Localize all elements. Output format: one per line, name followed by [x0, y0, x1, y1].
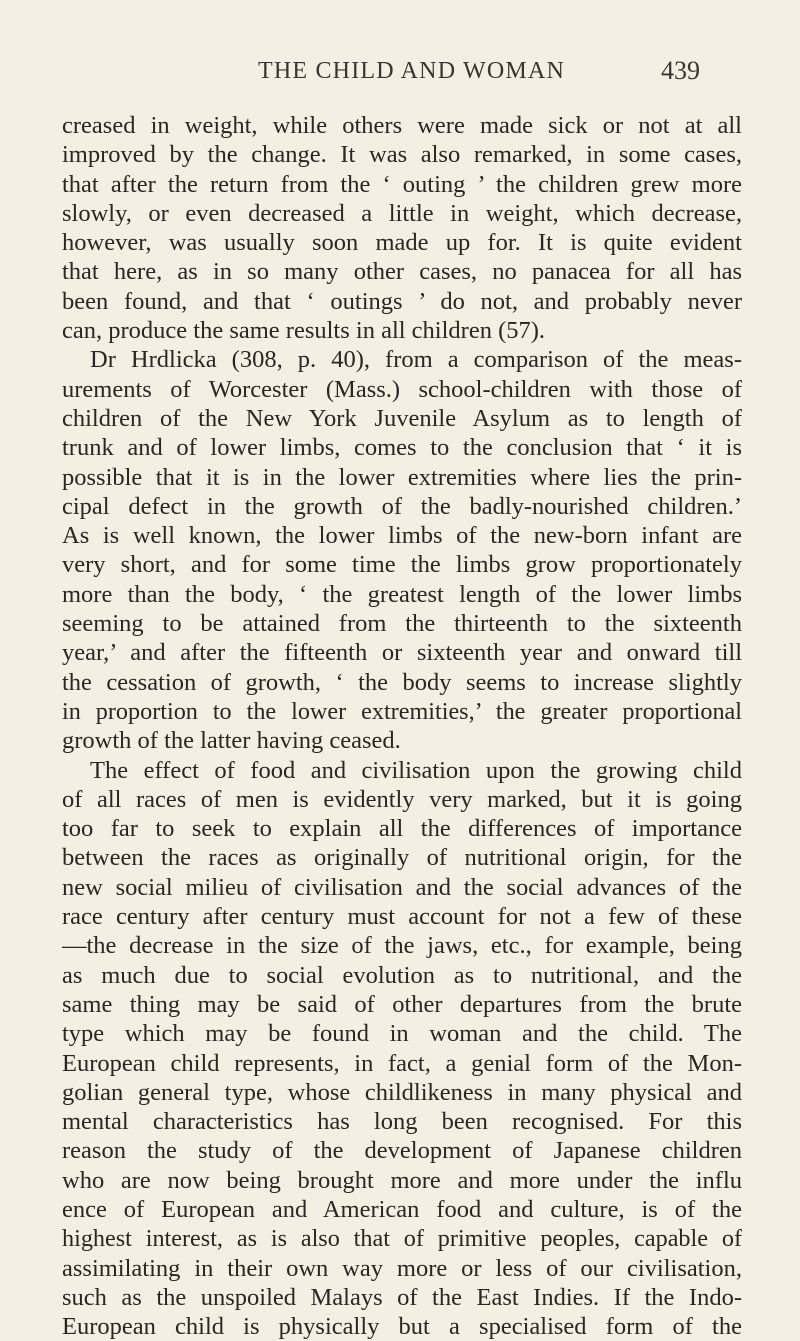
text-line: assimilating in their own way more or less of our civilisation, — [62, 1254, 742, 1282]
text-line: As is well known, the lower limbs of the new-born infant are — [62, 522, 742, 550]
text-line: European child represents, in fact, a genial form of the Mon- — [62, 1049, 742, 1077]
text-line: too far to seek to explain all the differences of importance — [62, 815, 742, 843]
text-line: golian general type, whose childlikeness in many physical and — [62, 1078, 742, 1106]
paragraph-start-line: The effect of food and civilisation upon the growing child — [90, 756, 742, 784]
paragraph-end-line: growth of the latter having ceased. — [62, 727, 401, 755]
text-line: urements of Worcester (Mass.) school-children with those of — [62, 375, 742, 403]
text-line: race century after century must account for not a few of these — [62, 903, 742, 931]
text-line: more than the body, ‘ the greatest length of the lower limbs — [62, 580, 742, 608]
text-line: been found, and that ‘ outings ’ do not, and probably never — [62, 287, 742, 315]
text-line: of all races of men is evidently very marked, but it is going — [62, 785, 742, 813]
text-line: very short, and for some time the limbs grow proportionately — [62, 551, 742, 579]
text-line: as much due to social evolution as to nutritional, and the — [62, 961, 742, 989]
text-line: seeming to be attained from the thirteenth to the sixteenth — [62, 610, 742, 638]
text-line: however, was usually soon made up for. It is quite evident — [62, 229, 742, 257]
page-header — [258, 58, 758, 94]
text-line: trunk and of lower limbs, comes to the conclusion that ‘ it is — [62, 434, 742, 462]
text-line: that here, as in so many other cases, no panacea for all has — [62, 258, 742, 286]
text-line: —the decrease in the size of the jaws, etc., for example, being — [62, 932, 742, 960]
text-line: in proportion to the lower extremities,’ the greater proportional — [62, 697, 742, 725]
text-line: that after the return from the ‘ outing ’ the children grew more — [62, 170, 742, 198]
text-line: cipal defect in the growth of the badly-nourished children.’ — [62, 492, 742, 520]
text-line: reason the study of the development of Japanese children — [62, 1137, 742, 1165]
text-line: type which may be found in woman and the child. The — [62, 1020, 742, 1048]
paragraph-start-line: Dr Hrdlicka (308, p. 40), from a comparison of the meas- — [90, 346, 742, 374]
text-line: creased in weight, while others were made sick or not at all — [62, 112, 742, 139]
text-line: new social milieu of civilisation and the social advances of the — [62, 873, 742, 901]
paragraph-end-line: can, produce the same results in all children (57). — [62, 317, 546, 345]
text-line: between the races as originally of nutritional origin, for the — [62, 844, 742, 872]
text-line: the cessation of growth, ‘ the body seems to increase slightly — [62, 668, 742, 696]
page-number: 439 — [661, 56, 700, 85]
body-text — [62, 111, 742, 1341]
text-line: slowly, or even decreased a little in weight, which decrease, — [62, 199, 742, 227]
running-head: THE CHILD AND WOMAN — [258, 58, 566, 84]
text-line: year,’ and after the fifteenth or sixteenth year and onward till — [62, 639, 742, 667]
text-line: improved by the change. It was also remarked, in some cases, — [62, 141, 742, 169]
text-line: European child is physically but a specialised form of the — [62, 1313, 742, 1341]
text-line: possible that it is in the lower extremities where lies the prin- — [62, 463, 742, 491]
text-line: ence of European and American food and culture, is of the — [62, 1195, 742, 1223]
text-line: mental characteristics has long been recognised. For this — [62, 1108, 742, 1136]
text-line: children of the New York Juvenile Asylum as to length of — [62, 404, 742, 432]
text-line: highest interest, as is also that of primitive peoples, capable of — [62, 1225, 742, 1253]
text-line: who are now being brought more and more under the influ — [62, 1166, 742, 1194]
text-line: such as the unspoiled Malays of the East Indies. If the Indo- — [62, 1283, 742, 1311]
text-line: same thing may be said of other departures from the brute — [62, 990, 742, 1018]
